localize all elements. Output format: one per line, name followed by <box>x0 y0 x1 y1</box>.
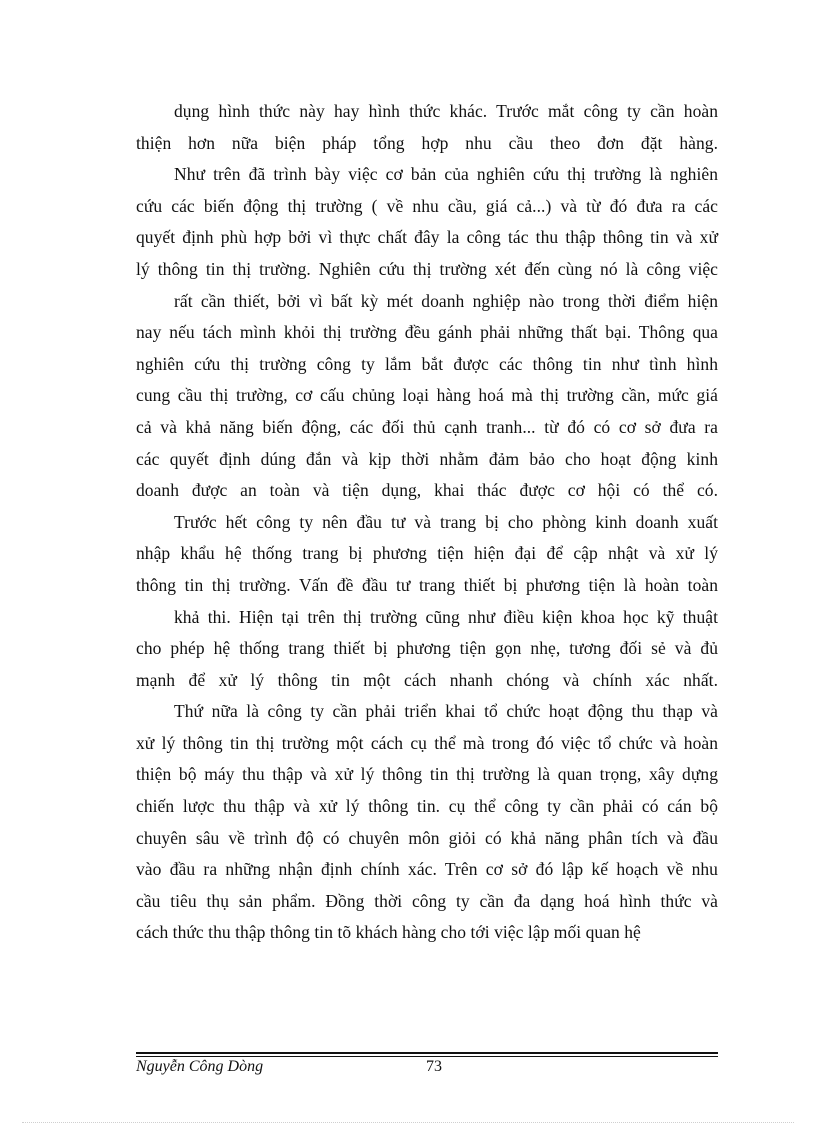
text-line: cho phép hệ thống trang thiết bị phương tiện gọn nhẹ, tương đối sẻ và đủ <box>136 638 718 659</box>
text-line: lý thông tin thị trường. Nghiên cứu thị trường xét đến cùng nó là công việc <box>136 258 718 279</box>
text-line: rất cần thiết, bởi vì bất kỳ mét doanh nghiệp nào trong thời điểm hiện <box>174 290 718 311</box>
text-line: nhập khẩu hệ thống trang bị phương tiện hiện đại để cập nhật và xử lý <box>136 543 718 564</box>
text-line: cả và khả năng biến động, các đối thủ cạnh tranh... từ đó có cơ sở đưa ra <box>136 416 718 437</box>
body-text <box>136 96 718 949</box>
footer-author: Nguyễn Công Dòng <box>136 1058 264 1075</box>
text-line: chiến lược thu thập và xử lý thông tin. cụ thể công ty cần phải có cán bộ <box>136 796 718 817</box>
text-line: cầu tiêu thụ sản phẩm. Đồng thời công ty cần đa dạng hoá hình thức và <box>136 890 718 911</box>
text-line: các quyết định dúng đắn và kịp thời nhằm đảm bảo cho hoạt động kinh <box>136 448 718 469</box>
text-line: thiện hơn nữa biện pháp tổng hợp nhu cầu theo đơn đặt hàng. <box>136 132 718 153</box>
text-line: dụng hình thức này hay hình thức khác. Trước mắt công ty cần hoàn <box>174 101 718 121</box>
text-line: mạnh để xử lý thông tin một cách nhanh chóng và chính xác nhất. <box>136 669 718 690</box>
page-number: 73 <box>426 1058 442 1075</box>
text-line: chuyên sâu về trình độ có chuyên môn giỏi có khả năng phân tích và đầu <box>136 827 718 848</box>
text-line: thông tin thị trường. Vấn đề đầu tư trang thiết bị phương tiện là hoàn toàn <box>136 574 718 595</box>
text-line: Như trên đã trình bày việc cơ bản của nghiên cứu thị trường là nghiên <box>174 164 718 185</box>
text-line: cứu các biến động thị trường ( về nhu cầu, giá cả...) và từ đó đưa ra các <box>136 195 718 216</box>
text-line: Thứ nữa là công ty cần phải triển khai tổ chức hoạt động thu thạp và <box>174 701 718 722</box>
text-line: cách thức thu thập thông tin tõ khách hàng cho tới việc lập mối quan hệ <box>136 922 641 943</box>
text-line: xử lý thông tin thị trường một cách cụ thể mà trong đó việc tổ chức và hoàn <box>136 732 718 753</box>
text-line: thiện bộ máy thu thập và xử lý thông tin thị trường là quan trọng, xây dựng <box>136 764 718 785</box>
text-line: quyết định phù hợp bởi vì thực chất đây la công tác thu thập thông tin và xử <box>136 227 718 248</box>
text-line: vào đầu ra những nhận định chính xác. Trên cơ sở đó lập kế hoạch về nhu <box>136 859 718 880</box>
text-line: cung cầu thị trường, cơ cấu chủng loại hàng hoá mà thị trường cần, mức giá <box>136 385 718 406</box>
footer-divider <box>136 1052 718 1054</box>
text-line: khả thi. Hiện tại trên thị trường cũng như điều kiện khoa học kỹ thuật <box>174 606 718 627</box>
text-line: Trước hết công ty nên đầu tư và trang bị cho phòng kinh doanh xuất <box>174 511 718 532</box>
text-line: doanh được an toàn và tiện dụng, khai thác được cơ hội có thể có. <box>136 480 718 501</box>
text-line: nghiên cứu thị trường công ty lắm bắt được các thông tin như tình hình <box>136 353 718 374</box>
text-line: nay nếu tách mình khỏi thị trường đều gánh phải những thất bại. Thông qua <box>136 322 718 343</box>
